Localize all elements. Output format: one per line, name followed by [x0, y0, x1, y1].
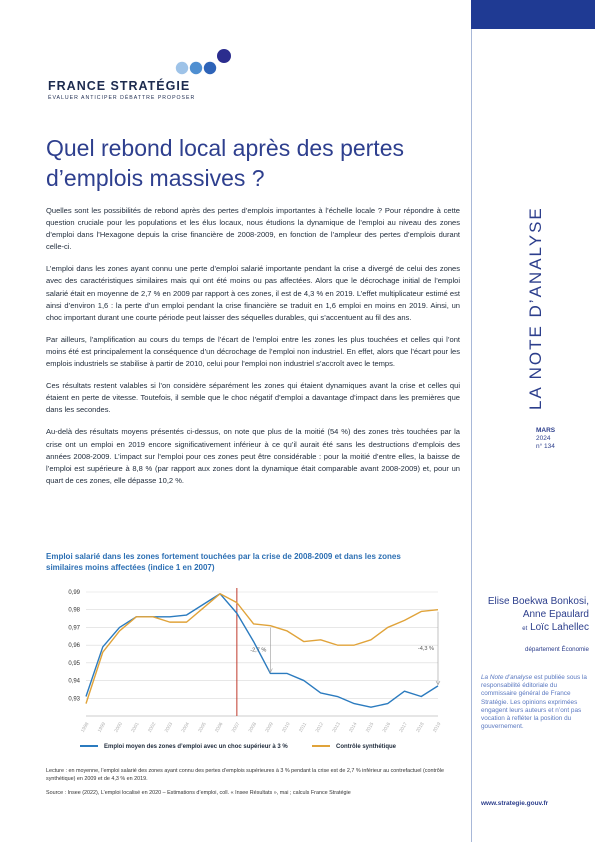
x-tick-label: 2010 — [281, 721, 292, 734]
x-tick-label: 2016 — [382, 721, 393, 734]
author-last-line — [471, 621, 589, 636]
paragraph: Ces résultats restent valables si l’on considère séparément les zones qui étaient dynamiques avant la crise et celles qui étaient en perte de vitesse. Toutefois, il semble que le choc négatif d’emploi a davantage d’impact dans les premières que dans les secondes. — [46, 381, 460, 415]
legend-item-series-2 — [312, 744, 396, 750]
series-title: LA NOTE D’ANALYSE — [526, 206, 545, 410]
editorial-note-title: La Note d’analyse — [481, 674, 533, 681]
author: Elise Boekwa Bonkosi, — [487, 596, 589, 607]
issue-number: n° 134 — [536, 443, 555, 450]
x-tick-label: 2004 — [181, 721, 191, 734]
x-tick-label: 2002 — [147, 721, 158, 734]
x-tick-label: 2012 — [315, 721, 326, 734]
article-body — [46, 205, 460, 497]
chart-source: Source : Insee (2022), L’emploi localisé en 2020 – Estimations d’emploi, coll. « Insee Résultats », mai ; calculs France Stratégie — [46, 790, 351, 796]
paragraph: Par ailleurs, l’amplification au cours du temps de l’écart de l’emploi entre les zones les plus touchées et celles qui l’ont moins été est principalement la conséquence d’un décrochage de l’emploi non industriel. En effet, alors que l’écart pour les emplois industriels se stabilise à partir de 2010, celui pour l’emploi non industriel s’accroît avec le temps. — [46, 334, 460, 369]
issue-info — [536, 427, 555, 451]
page-title: Quel rebond local après des pertes d’emplois massives ? — [46, 135, 404, 192]
editorial-note — [481, 674, 589, 731]
y-tick-label: 0,95 — [68, 660, 80, 667]
department: département Économie — [525, 646, 589, 653]
x-tick-label: 2019 — [432, 721, 443, 734]
x-tick-label: 1999 — [97, 721, 108, 734]
x-tick-label: 2007 — [231, 721, 242, 734]
sidebar-divider — [471, 29, 472, 842]
x-tick-label: 2009 — [265, 721, 275, 734]
paragraph: Quelles sont les possibilités de rebond après des pertes d’emplois importantes à l’échelle locale ? Pour répondre à cette question cruciale pour les populations et les élus locaux, nous étudions la dynamique de l’emploi au niveau des zones d’emploi dans l’Hexagone depuis la crise financière de 2008-2009, en fonction de l’ampleur des pertes d’emplois durant celle-ci. — [46, 206, 460, 252]
website-link[interactable]: www.strategie.gouv.fr — [481, 800, 549, 807]
authors — [471, 595, 589, 636]
chart-title: Emploi salarié dans les zones fortement touchées par la crise de 2008-2009 et dans les zones similaires moins affectées (indice 1 en 2007) — [46, 552, 401, 572]
paragraph: L’emploi dans les zones ayant connu une perte d’emploi salarié importante pendant la crise a divergé de celui des zones avec des caractéristiques similaires mais qui ont été moins ou pas affectées. Alors que le décrochage initial de l’emploi salarié était en moyenne de 2,7 % en 2009 par rapport à ces zones, il est de 4,3 % en 2019. L’effet multiplicateur estimé est ainsi d’environ 1,6 : la perte d’un emploi pendant la crise financière se traduit en 1,6 emploi en moins en 2019. Ainsi, un choc important durant une courte période peut laisser des séquelles durables, qui s’accentuent au fil des ans. — [46, 264, 460, 322]
x-tick-label: 2005 — [198, 721, 208, 734]
y-tick-label: 0,98 — [68, 607, 80, 614]
sidebar-header-band — [471, 0, 595, 29]
paragraph: Au-delà des résultats moyens présentés ci-dessus, on note que plus de la moitié (54 %) des zones très touchées par la crise ont un emploi en 2019 encore significativement inférieur à ce qu’il aurait été sans les destructions d’emplois des années 2008-2009. L’impact sur l’emploi pour ces zones peut être considérable : pour la moitié d’entre elles, la baisse de l’emploi est supérieure à 8,8 % (par rapport aux zones dont la dynamique était comparable avant 2008-2009) et, pour un quart de ces zones, elle dépasse 10,2 %. — [46, 427, 460, 485]
x-tick-label: 2003 — [164, 721, 175, 734]
france-strategie-logo[interactable] — [38, 45, 258, 110]
y-tick-label: 0,94 — [68, 678, 80, 685]
x-tick-label: 2006 — [214, 721, 225, 734]
gap-label: -2,7 % — [250, 647, 267, 654]
legend-label: Emploi moyen des zones d’emploi avec un choc supérieur à 3 % — [104, 744, 288, 750]
sidebar — [471, 0, 595, 842]
author-conjunction: et — [522, 626, 528, 632]
y-tick-label: 0,97 — [68, 625, 80, 632]
x-tick-label: 2015 — [365, 721, 376, 734]
logo-brand: FRANCE STRATÉGIE — [48, 79, 191, 93]
logo-dots-icon — [38, 45, 258, 79]
issue-month: MARS — [536, 427, 556, 434]
legend-swatch-blue — [80, 745, 98, 747]
y-tick-label: 0,93 — [68, 696, 80, 703]
chart-reading-note: Lecture : en moyenne, l’emploi salarié des zones ayant connu des pertes d’emplois supérieures à 3 % pendant la crise est de 2,7 % inférieur au contrefactuel (contrôle synthétique) en 2009 et de 4,3 % en 2019. — [46, 768, 444, 782]
x-tick-label: 2001 — [131, 721, 141, 734]
logo-tagline: ÉVALUER ANTICIPER DÉBATTRE PROPOSER — [48, 95, 196, 101]
editorial-note-text: est publiée sous la responsabilité éditoriale du commissaire général de France Stratégie. Les opinions exprimées engagent leurs auteurs et n’ont pas vocation à refléter la position du gouvernement. — [481, 674, 587, 731]
x-tick-label: 2014 — [348, 721, 359, 734]
x-tick-label: 2000 — [114, 721, 124, 734]
y-tick-label: 0,96 — [68, 643, 80, 650]
x-tick-label: 2017 — [399, 721, 409, 734]
x-tick-label: 2013 — [332, 721, 342, 734]
author: Anne Epaulard — [522, 609, 589, 620]
issue-year: 2024 — [536, 435, 551, 442]
chart — [46, 578, 456, 760]
x-tick-label: 1998 — [80, 721, 91, 734]
x-tick-label: 2018 — [415, 721, 426, 734]
legend-label: Contrôle synthétique — [336, 744, 397, 750]
x-tick-label: 2008 — [248, 721, 259, 734]
x-tick-label: 2011 — [298, 722, 309, 734]
legend-swatch-orange — [312, 745, 330, 747]
y-tick-label: 0,99 — [68, 590, 80, 596]
chart-svg — [46, 578, 456, 743]
author: Loïc Lahellec — [530, 622, 589, 633]
gap-label: -4,3 % — [417, 645, 434, 652]
legend-item-series-1 — [80, 744, 288, 750]
